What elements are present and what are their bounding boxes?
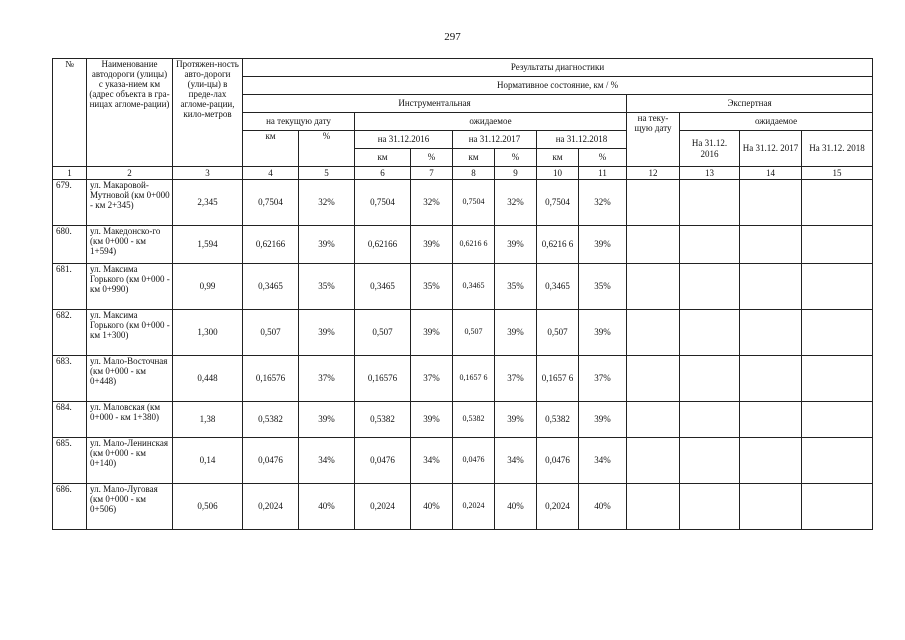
pct-2017-cell: 40% [495, 484, 537, 530]
header-date-2017: на 31.12.2017 [453, 131, 537, 149]
column-index: 6 [355, 167, 411, 180]
expert-2018-cell [802, 484, 873, 530]
header-current-date: на текущую дату [243, 113, 355, 131]
pct-2016-cell: 39% [411, 310, 453, 356]
km-2016-cell: 0,507 [355, 310, 411, 356]
header-row-1 [53, 59, 873, 77]
column-index: 8 [453, 167, 495, 180]
road-name-cell: ул. Мало-Луговая (км 0+000 - км 0+506) [87, 484, 173, 530]
current-km-cell: 0,16576 [243, 356, 299, 402]
current-km-cell: 0,62166 [243, 226, 299, 264]
pct-2017-cell: 39% [495, 402, 537, 438]
expert-2017-cell [740, 356, 802, 402]
pct-2018-cell: 39% [579, 226, 627, 264]
header-length: Протяжен-ность авто-дороги (ули-цы) в преде-лах агломе-рации, кило-метров [173, 59, 243, 167]
expert-current-cell [627, 226, 680, 264]
expert-2018-cell [802, 356, 873, 402]
km-2018-cell: 0,0476 [537, 438, 579, 484]
header-expected: ожидаемое [355, 113, 627, 131]
pct-2016-cell: 39% [411, 402, 453, 438]
expert-2018-cell [802, 402, 873, 438]
current-pct-cell: 39% [299, 310, 355, 356]
expert-current-cell [627, 264, 680, 310]
page-number: 297 [444, 31, 461, 43]
pct-2017-cell: 39% [495, 310, 537, 356]
current-pct-cell: 37% [299, 356, 355, 402]
road-length-cell: 1,594 [173, 226, 243, 264]
table-row [53, 402, 873, 438]
column-index: 10 [537, 167, 579, 180]
expert-current-cell [627, 484, 680, 530]
column-index: 3 [173, 167, 243, 180]
pct-2018-cell: 39% [579, 310, 627, 356]
row-number-cell: 680. [53, 226, 87, 264]
road-length-cell: 0,99 [173, 264, 243, 310]
pct-2016-cell: 37% [411, 356, 453, 402]
expert-current-cell [627, 180, 680, 226]
pct-2018-cell: 37% [579, 356, 627, 402]
current-km-cell: 0,507 [243, 310, 299, 356]
expert-2016-cell [680, 310, 740, 356]
expert-current-cell [627, 356, 680, 402]
road-name-cell: ул. Максима Горького (км 0+000 - км 0+990) [87, 264, 173, 310]
road-length-cell: 0,14 [173, 438, 243, 484]
pct-2016-cell: 40% [411, 484, 453, 530]
column-index: 14 [740, 167, 802, 180]
current-km-cell: 0,7504 [243, 180, 299, 226]
row-number-cell: 683. [53, 356, 87, 402]
km-2018-cell: 0,7504 [537, 180, 579, 226]
pct-2018-cell: 40% [579, 484, 627, 530]
row-number-cell: 685. [53, 438, 87, 484]
expert-2017-cell [740, 484, 802, 530]
pct-2016-cell: 35% [411, 264, 453, 310]
km-2016-cell: 0,3465 [355, 264, 411, 310]
km-2018-cell: 0,3465 [537, 264, 579, 310]
expert-2017-cell [740, 180, 802, 226]
current-km-cell: 0,0476 [243, 438, 299, 484]
column-index: 7 [411, 167, 453, 180]
road-name-cell: ул. Максима Горького (км 0+000 - км 1+300) [87, 310, 173, 356]
header-instrumental: Инструментальная [243, 95, 627, 113]
column-index: 9 [495, 167, 537, 180]
km-2018-cell: 0,5382 [537, 402, 579, 438]
column-index: 13 [680, 167, 740, 180]
table-row [53, 226, 873, 264]
table-row [53, 438, 873, 484]
expert-2018-cell [802, 264, 873, 310]
road-name-cell: ул. Макаровой-Мутновой (км 0+000 - км 2+345) [87, 180, 173, 226]
row-number-cell: 679. [53, 180, 87, 226]
km-2017-cell: 0,6216 6 [453, 226, 495, 264]
expert-2017-cell [740, 226, 802, 264]
column-index: 1 [53, 167, 87, 180]
header-pct-2018: % [579, 149, 627, 167]
header-km-2017: км [453, 149, 495, 167]
expert-2016-cell [680, 180, 740, 226]
km-2018-cell: 0,1657 6 [537, 356, 579, 402]
km-2017-cell: 0,0476 [453, 438, 495, 484]
km-2017-cell: 0,3465 [453, 264, 495, 310]
km-2016-cell: 0,0476 [355, 438, 411, 484]
road-length-cell: 1,38 [173, 402, 243, 438]
table-row [53, 310, 873, 356]
expert-2017-cell [740, 438, 802, 484]
km-2016-cell: 0,5382 [355, 402, 411, 438]
current-km-cell: 0,5382 [243, 402, 299, 438]
column-index: 12 [627, 167, 680, 180]
pct-2018-cell: 34% [579, 438, 627, 484]
expert-2016-cell [680, 438, 740, 484]
expert-2018-cell [802, 438, 873, 484]
header-road-name: Наименование автодороги (улицы) с указа-нием км (адрес объекта в гра-ницах агломе-рации) [87, 59, 173, 167]
current-km-cell: 0,3465 [243, 264, 299, 310]
header-km: км [243, 131, 299, 167]
expert-current-cell [627, 310, 680, 356]
table-body [53, 59, 873, 530]
pct-2017-cell: 32% [495, 180, 537, 226]
current-pct-cell: 34% [299, 438, 355, 484]
km-2017-cell: 0,5382 [453, 402, 495, 438]
header-km-2016: км [355, 149, 411, 167]
current-pct-cell: 39% [299, 402, 355, 438]
current-pct-cell: 35% [299, 264, 355, 310]
column-index: 2 [87, 167, 173, 180]
km-2017-cell: 0,2024 [453, 484, 495, 530]
column-index: 11 [579, 167, 627, 180]
km-2017-cell: 0,1657 6 [453, 356, 495, 402]
expert-2016-cell [680, 356, 740, 402]
pct-2017-cell: 34% [495, 438, 537, 484]
km-2018-cell: 0,2024 [537, 484, 579, 530]
km-2017-cell: 0,7504 [453, 180, 495, 226]
expert-current-cell [627, 402, 680, 438]
km-2017-cell: 0,507 [453, 310, 495, 356]
header-expert-2017: На 31.12. 2017 [740, 131, 802, 167]
header-pct: % [299, 131, 355, 167]
header-pct-2017: % [495, 149, 537, 167]
expert-2018-cell [802, 226, 873, 264]
expert-2018-cell [802, 180, 873, 226]
road-length-cell: 0,448 [173, 356, 243, 402]
road-name-cell: ул. Мало-Ленинская (км 0+000 - км 0+140) [87, 438, 173, 484]
table-row [53, 484, 873, 530]
row-number-cell: 682. [53, 310, 87, 356]
road-length-cell: 1,300 [173, 310, 243, 356]
table-row [53, 264, 873, 310]
expert-2016-cell [680, 264, 740, 310]
diagnostics-table [52, 58, 873, 530]
header-num: № [53, 59, 87, 167]
km-2016-cell: 0,62166 [355, 226, 411, 264]
km-2018-cell: 0,507 [537, 310, 579, 356]
column-index: 15 [802, 167, 873, 180]
road-name-cell: ул. Маловская (км 0+000 - км 1+380) [87, 402, 173, 438]
pct-2017-cell: 37% [495, 356, 537, 402]
pct-2018-cell: 32% [579, 180, 627, 226]
pct-2016-cell: 39% [411, 226, 453, 264]
header-expert: Экспертная [627, 95, 873, 113]
header-date-2018: на 31.12.2018 [537, 131, 627, 149]
current-pct-cell: 32% [299, 180, 355, 226]
expert-2017-cell [740, 264, 802, 310]
current-pct-cell: 40% [299, 484, 355, 530]
road-length-cell: 2,345 [173, 180, 243, 226]
road-name-cell: ул. Мало-Восточная (км 0+000 - км 0+448) [87, 356, 173, 402]
table-row [53, 356, 873, 402]
pct-2017-cell: 35% [495, 264, 537, 310]
header-expert-2016: На 31.12. 2016 [680, 131, 740, 167]
expert-2018-cell [802, 310, 873, 356]
km-2016-cell: 0,2024 [355, 484, 411, 530]
column-index-row [53, 167, 873, 180]
column-index: 5 [299, 167, 355, 180]
road-name-cell: ул. Македонско-го (км 0+000 - км 1+594) [87, 226, 173, 264]
km-2016-cell: 0,16576 [355, 356, 411, 402]
pct-2018-cell: 35% [579, 264, 627, 310]
row-number-cell: 686. [53, 484, 87, 530]
km-2018-cell: 0,6216 6 [537, 226, 579, 264]
header-normative: Нормативное состояние, км / % [243, 77, 873, 95]
header-km-2018: км [537, 149, 579, 167]
km-2016-cell: 0,7504 [355, 180, 411, 226]
header-expert-expected: ожидаемое [680, 113, 873, 131]
current-km-cell: 0,2024 [243, 484, 299, 530]
table-row [53, 180, 873, 226]
header-pct-2016: % [411, 149, 453, 167]
expert-2016-cell [680, 402, 740, 438]
expert-2017-cell [740, 402, 802, 438]
road-length-cell: 0,506 [173, 484, 243, 530]
header-results: Результаты диагностики [243, 59, 873, 77]
header-expert-2018: На 31.12. 2018 [802, 131, 873, 167]
expert-current-cell [627, 438, 680, 484]
pct-2016-cell: 34% [411, 438, 453, 484]
pct-2018-cell: 39% [579, 402, 627, 438]
column-index: 4 [243, 167, 299, 180]
expert-2016-cell [680, 484, 740, 530]
expert-2016-cell [680, 226, 740, 264]
expert-2017-cell [740, 310, 802, 356]
row-number-cell: 681. [53, 264, 87, 310]
current-pct-cell: 39% [299, 226, 355, 264]
header-expert-current: на теку-щую дату [627, 113, 680, 167]
pct-2017-cell: 39% [495, 226, 537, 264]
pct-2016-cell: 32% [411, 180, 453, 226]
row-number-cell: 684. [53, 402, 87, 438]
header-date-2016: на 31.12.2016 [355, 131, 453, 149]
